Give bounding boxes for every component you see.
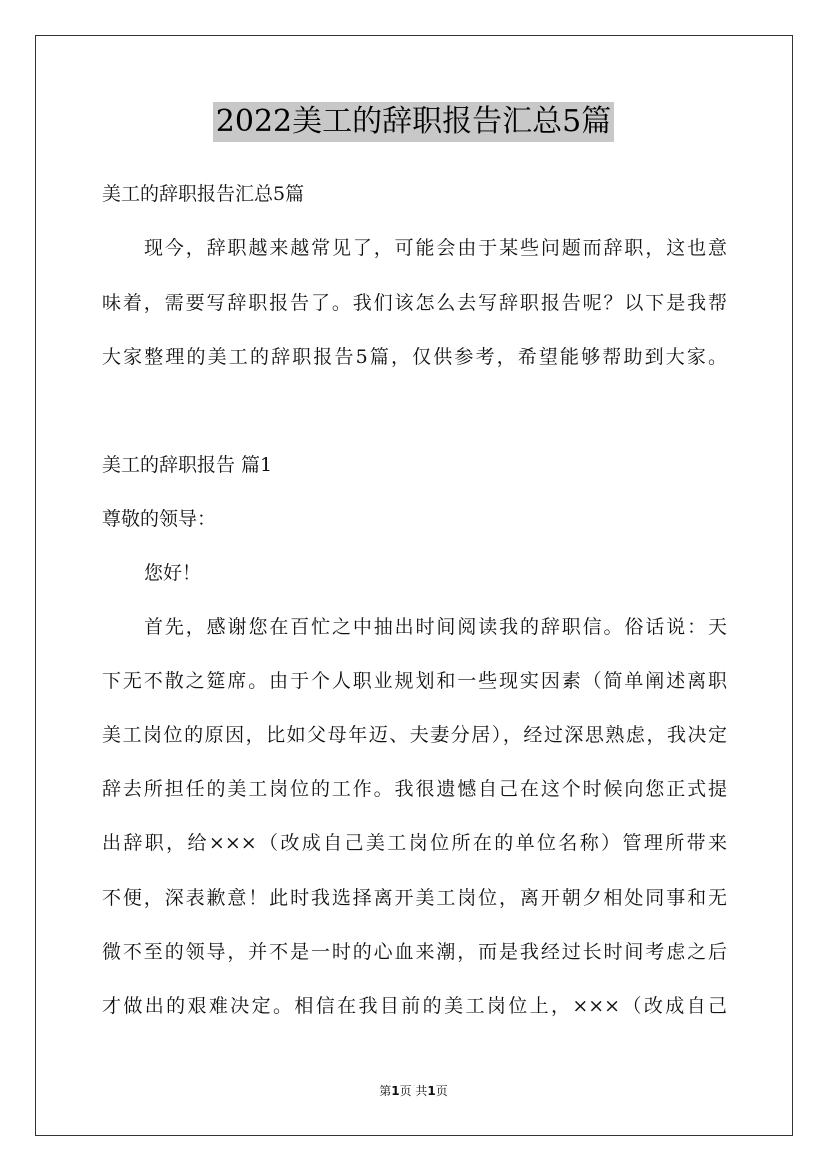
body-line-3: 美工岗位的原因，比如父母年迈、夫妻分居），经过深思熟虑，我决定 (102, 724, 727, 746)
intro-line-2: 味着，需要写辞职报告了。我们该怎么去写辞职报告呢？以下是我帮 (102, 292, 727, 314)
intro-line-1: 现今，辞职越来越常见了，可能会由于某些问题而辞职，这也意 (144, 237, 727, 259)
body-line-8: 才做出的艰难决定。相信在我目前的美工岗位上，×××（改成自己 (102, 995, 727, 1017)
footer-page-current: 1 (391, 1084, 400, 1098)
title-container (0, 102, 827, 142)
salutation: 尊敬的领导： (102, 508, 217, 530)
body-line-4: 辞去所担任的美工岗位的工作。我很遗憾自己在这个时候向您正式提 (102, 778, 727, 800)
document-title: 2022美工的辞职报告汇总5篇 (213, 102, 614, 142)
document-subtitle: 美工的辞职报告汇总5篇 (102, 183, 305, 205)
body-line-2: 下无不散之筵席。由于个人职业规划和一些现实因素（简单阐述离职 (102, 670, 727, 692)
page-footer (0, 1083, 827, 1099)
section-heading: 美工的辞职报告 篇1 (102, 454, 273, 476)
footer-suffix: 页 (435, 1084, 448, 1098)
body-line-5: 出辞职，给×××（改成自己美工岗位所在的单位名称）管理所带来 (102, 832, 727, 854)
body-line-6: 不便，深表歉意！此时我选择离开美工岗位，离开朝夕相处同事和无 (102, 887, 727, 909)
intro-line-3: 大家整理的美工的辞职报告5篇，仅供参考，希望能够帮助到大家。 (102, 346, 727, 368)
footer-page-total: 1 (427, 1084, 436, 1098)
body-line-1: 首先，感谢您在百忙之中抽出时间阅读我的辞职信。俗话说：天 (144, 616, 727, 638)
greeting: 您好！ (144, 562, 202, 584)
footer-prefix: 第 (379, 1084, 392, 1098)
body-line-7: 微不至的领导，并不是一时的心血来潮，而是我经过长时间考虑之后 (102, 941, 727, 963)
footer-mid: 页 共 (399, 1084, 428, 1098)
